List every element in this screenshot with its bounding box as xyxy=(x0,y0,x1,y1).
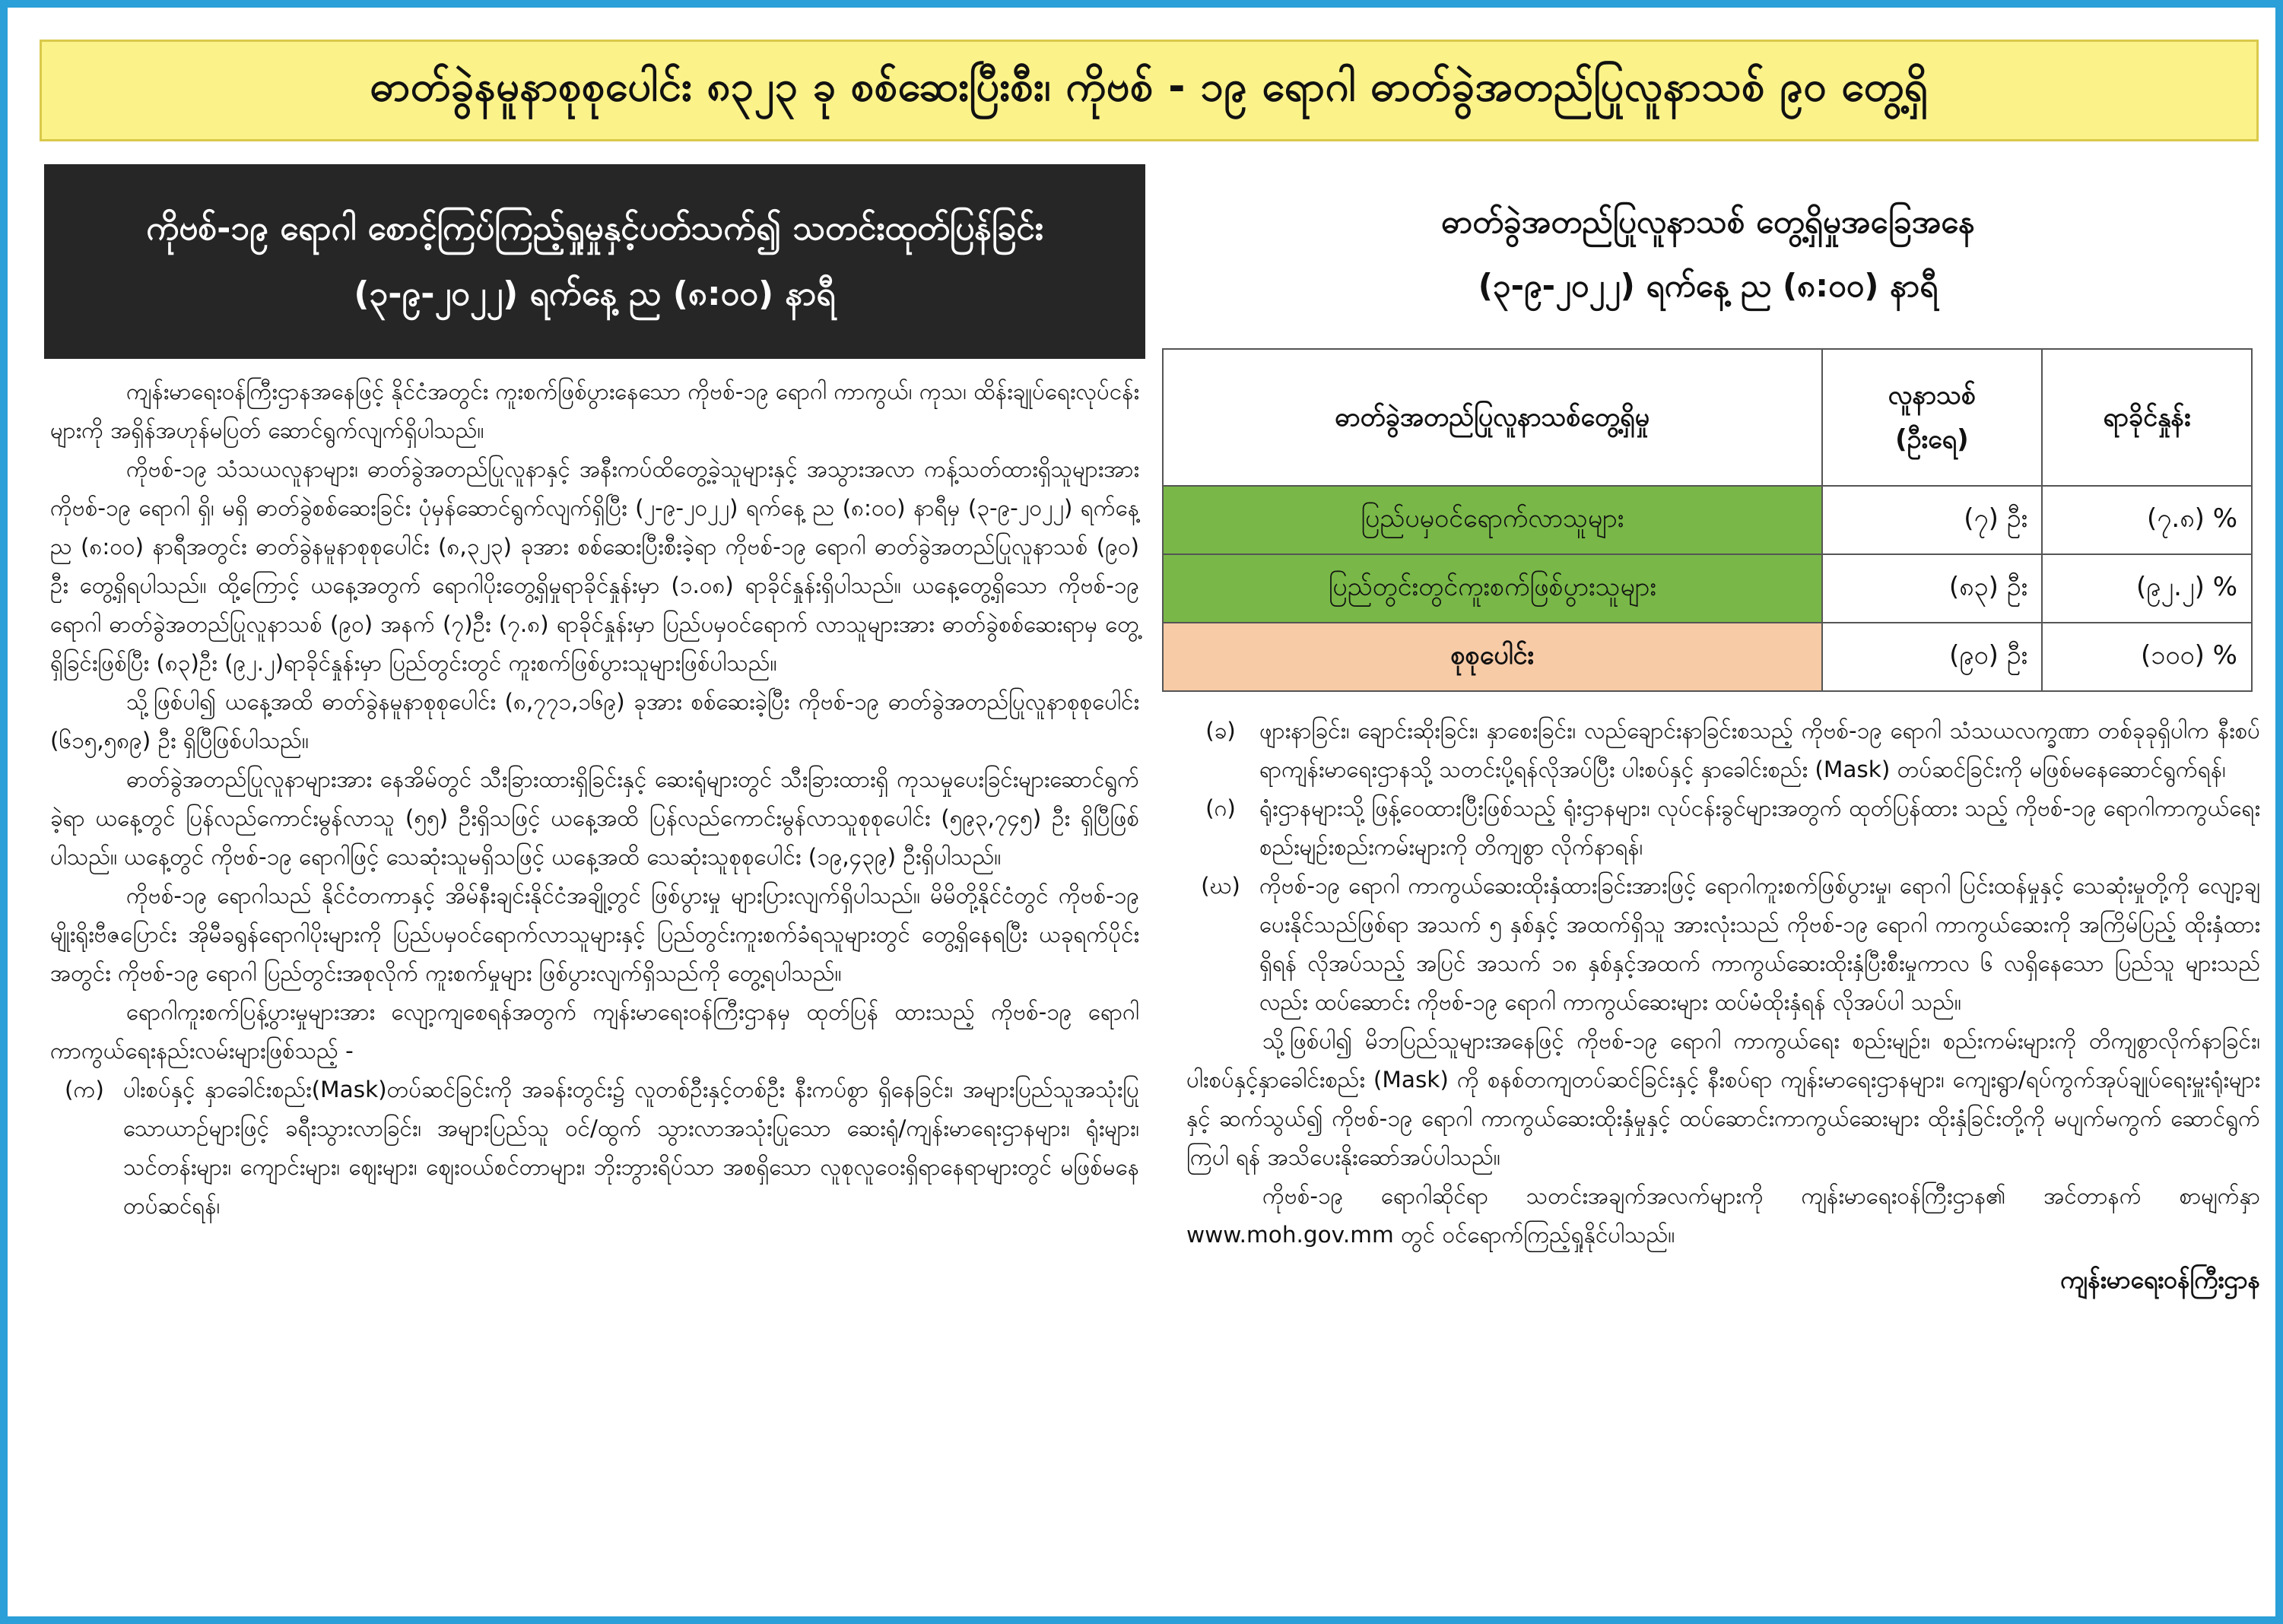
list-item-text: ပါးစပ်နှင့် နှာခေါင်းစည်း(Mask)တပ်ဆင်ခြင်းကို အခန်းတွင်း၌ လူတစ်ဦးနှင့်တစ်ဦး နီးကပ်စွာ ရှိနေခြင်း၊ အများပြည်သူအသုံးပြုသောယာဉ်များဖြင့် ခရီးသွားလာခြင်း၊ အများပြည်သူ ဝင်/ထွက် သွားလာအသုံးပြုသော ဆေးရုံ/ကျန်းမာရေးဌာနများ၊ ရုံးများ၊ သင်တန်းများ၊ ကျောင်းများ၊ ဈေးများ၊ ဈေးဝယ်စင်တာများ၊ ဘိုးဘွားရိပ်သာ အစရှိသော လူစုလူဝေးရှိရာနေရာများတွင် မဖြစ်မနေ တပ်ဆင်ရန်၊ xyxy=(123,1077,1139,1219)
row-label-total: စုစုပေါင်း xyxy=(1163,623,1822,691)
paragraph: ကျန်းမာရေးဝန်ကြီးဌာနအနေဖြင့် နိုင်ငံအတွင်း ကူးစက်ဖြစ်ပွားနေသော ကိုဗစ်-၁၉ ရောဂါ ကာကွယ်၊ ကုသ၊ ထိန်းချုပ်ရေးလုပ်ငန်းများကို အရှိန်အဟုန်မပြတ် ဆောင်ရွက်လျက်ရှိပါသည်။ xyxy=(50,379,1139,443)
paragraph: ရောဂါကူးစက်ပြန့်ပွားမှုများအား လျော့ကျစေရန်အတွက် ကျန်းမာရေးဝန်ကြီးဌာနမှ ထုတ်ပြန် ထားသည့် ကိုဗစ်-၁၉ ရောဂါ ကာကွယ်ရေးနည်းလမ်းများဖြစ်သည့် - xyxy=(50,999,1139,1064)
left-heading-title: ကိုဗစ်-၁၉ ရောဂါ စောင့်ကြပ်ကြည့်ရှုမှုနှင့်ပတ်သက်၍ သတင်းထုတ်ပြန်ခြင်း xyxy=(146,209,1043,248)
row-label-local: ပြည်တွင်းတွင်ကူးစက်ဖြစ်ပွားသူများ xyxy=(1163,554,1822,623)
row-label-imported: ပြည်ပမှဝင်ရောက်လာသူများ xyxy=(1163,486,1822,554)
list-item-ga xyxy=(1186,789,2260,867)
table-row xyxy=(1163,486,2252,554)
list-marker: (က) xyxy=(65,1077,104,1102)
right-heading xyxy=(1156,164,2260,344)
table-header-count xyxy=(1822,349,2043,486)
paragraph: ကိုဗစ်-၁၉ ရောဂါဆိုင်ရာ သတင်းအချက်အလက်များကို ကျန်းမာရေးဝန်ကြီးဌာန၏ အင်တာနက် စာမျက်နှာ www.moh.gov.mm တွင် ဝင်ရောက်ကြည့်ရှုနိုင်ပါသည်။ xyxy=(1186,1183,2260,1248)
row-count: (၇) ဦး xyxy=(1822,486,2043,554)
table-total-row xyxy=(1163,623,2252,691)
paragraph: သို့ဖြစ်ပါ၍ ယနေ့အထိ ဓာတ်ခွဲနမူနာစုစုပေါင်း (၈,၇၇၁,၁၆၉) ခုအား စစ်ဆေးခဲ့ပြီး ကိုဗစ်-၁၉ ဓာတ်ခွဲအတည်ပြုလူနာစုစုပေါင်း (၆၁၅,၅၈၉) ဦး ရှိပြီဖြစ်ပါသည်။ xyxy=(50,689,1139,753)
list-item-ka xyxy=(50,1071,1139,1226)
row-percent: (၉၂.၂) % xyxy=(2042,554,2252,623)
right-body xyxy=(1156,712,2260,1299)
left-heading-date: (၃-၉-၂၀၂၂) ရက်နေ့ ည (၈:၀၀) နာရီ xyxy=(354,274,836,313)
table-header-count-line2: (ဦးရေ) xyxy=(1895,424,1969,455)
paragraph: သို့ဖြစ်ပါ၍ မိဘပြည်သူများအနေဖြင့် ကိုဗစ်-၁၉ ရောဂါ ကာကွယ်ရေး စည်းမျဉ်း၊ စည်းကမ်းများကို တိကျစွာလိုက်နာခြင်း၊ ပါးစပ်နှင့်နှာခေါင်းစည်း (Mask) ကို စနစ်တကျတပ်ဆင်ခြင်းနှင့် နီးစပ်ရာ ကျန်းမာရေးဌာနများ၊ ကျေးရွာ/ရပ်ကွက်အုပ်ချုပ်ရေးမှူးရုံးများနှင့် ဆက်သွယ်၍ ကိုဗစ်-၁၉ ရောဂါ ကာကွယ်ဆေးထိုးနှံမှုနှင့် ထပ်ဆောင်းကာကွယ်ဆေးများ ထိုးနှံခြင်းတို့ကို မပျက်မကွက် ဆောင်ရွက်ကြပါ ရန် အသိပေးနိုးဆော်အပ်ပါသည်။ xyxy=(1186,1028,2260,1170)
list-item-text: ရုံးဌာနများသို့ ဖြန့်ဝေထားပြီးဖြစ်သည့် ရုံးဌာနများ၊ လုပ်ငန်းခွင်များအတွက် ထုတ်ပြန်ထား သည့် ကိုဗစ်-၁၉ ရောဂါကာကွယ်ရေး စည်းမျဉ်းစည်းကမ်းများကို တိကျစွာ လိုက်နာရန်၊ xyxy=(1259,795,2260,860)
list-marker: (ခ) xyxy=(1205,718,1236,744)
table-row xyxy=(1163,554,2252,623)
row-count: (၉၀) ဦး xyxy=(1822,623,2043,691)
right-heading-date: (၃-၉-၂၀၂၂) ရက်နေ့ ည (၈:၀၀) နာရီ xyxy=(1478,267,1938,304)
list-item-text: ကိုဗစ်-၁၉ ရောဂါ ကာကွယ်ဆေးထိုးနှံထားခြင်းအားဖြင့် ရောဂါကူးစက်ဖြစ်ပွားမှု၊ ရောဂါ ပြင်းထန်မှုနှင့် သေဆုံးမှုတို့ကို လျော့ချပေးနိုင်သည်ဖြစ်ရာ အသက် ၅ နှစ်နှင့် အထက်ရှိသူ အားလုံးသည် ကိုဗစ်-၁၉ ရောဂါ ကာကွယ်ဆေးကို အကြိမ်ပြည့် ထိုးနှံထားရှိရန် လိုအပ်သည့် အပြင် အသက် ၁၈ နှစ်နှင့်အထက် ကာကွယ်ဆေးထိုးနှံပြီးစီးမှုကာလ ၆ လရှိနေသော ပြည်သူ များသည်လည်း ထပ်ဆောင်း ကိုဗစ်-၁၉ ရောဂါ ကာကွယ်ဆေးများ ထပ်မံထိုးနှံရန် လိုအပ်ပါ သည်။ xyxy=(1259,873,2260,1015)
table-header-row xyxy=(1163,349,2252,486)
list-marker: (ဂ) xyxy=(1205,795,1236,821)
list-item-nga xyxy=(1186,867,2260,1022)
row-percent: (၇.၈) % xyxy=(2042,486,2252,554)
headline-banner xyxy=(40,40,2259,141)
row-percent: (၁၀၀) % xyxy=(2042,623,2252,691)
list-marker: (ဃ) xyxy=(1201,873,1240,899)
new-cases-table xyxy=(1162,348,2253,692)
headline-title: ဓာတ်ခွဲနမူနာစုစုပေါင်း ၈၃၂၃ ခု စစ်ဆေးပြီးစီး၊ ကိုဗစ် - ၁၉ ရောဂါ ဓာတ်ခွဲအတည်ပြုလူနာသစ် ၉၀ တွေ့ရှိ xyxy=(370,62,1929,110)
right-heading-title: ဓာတ်ခွဲအတည်ပြုလူနာသစ် တွေ့ရှိမှုအခြေအနေ xyxy=(1441,203,1975,240)
list-item-kha xyxy=(1186,712,2260,789)
table-header-count-line1: လူနာသစ် xyxy=(1888,380,1977,411)
left-heading-box xyxy=(44,164,1145,359)
right-column xyxy=(1156,164,2260,1299)
table-header-percent: ရာခိုင်နှုန်း xyxy=(2042,349,2252,486)
paragraph: ကိုဗစ်-၁၉ သံသယလူနာများ၊ ဓာတ်ခွဲအတည်ပြုလူနာနှင့် အနီးကပ်ထိတွေ့ခဲ့သူများနှင့် အသွားအလာ ကန့်သတ်ထားရှိသူများအား ကိုဗစ်-၁၉ ရောဂါ ရှိ၊ မရှိ ဓာတ်ခွဲစစ်ဆေးခြင်း ပုံမှန်ဆောင်ရွက်လျက်ရှိပြီး (၂-၉-၂၀၂၂) ရက်နေ့ ည (၈:၀၀) နာရီမှ (၃-၉-၂၀၂၂) ရက်နေ့ ည (၈:၀၀) နာရီအတွင်း ဓာတ်ခွဲနမူနာစုစုပေါင်း (၈,၃၂၃) ခုအား စစ်ဆေးပြီးစီးခဲ့ရာ ကိုဗစ်-၁၉ ရောဂါ ဓာတ်ခွဲအတည်ပြုလူနာသစ် (၉၀) ဦး တွေ့ရှိရပါသည်။ ထို့ကြောင့် ယနေ့အတွက် ရောဂါပိုးတွေ့ရှိမှုရာခိုင်နှုန်းမှာ (၁.၀၈) ရာခိုင်နှုန်းရှိပါသည်။ ယနေ့တွေ့ရှိသော ကိုဗစ်-၁၉ ရောဂါ ဓာတ်ခွဲအတည်ပြုလူနာသစ် (၉၀) အနက် (၇)ဦး (၇.၈) ရာခိုင်နှုန်းမှာ ပြည်ပမှဝင်ရောက် လာသူများအား ဓာတ်ခွဲစစ်ဆေးရာမှ တွေ့ရှိခြင်းဖြစ်ပြီး (၈၃)ဦး (၉၂.၂)ရာခိုင်နှုန်းမှာ ပြည်တွင်းတွင် ကူးစက်ဖြစ်ပွားသူများဖြစ်ပါသည်။ xyxy=(50,456,1139,676)
paragraph: ဓာတ်ခွဲအတည်ပြုလူနာများအား နေအိမ်တွင် သီးခြားထားရှိခြင်းနှင့် ဆေးရုံများတွင် သီးခြားထားရှိ ကုသမှုပေးခြင်းများဆောင်ရွက်ခဲ့ရာ ယနေ့တွင် ပြန်လည်ကောင်းမွန်လာသူ (၅၅) ဦးရှိသဖြင့် ယနေ့အထိ ပြန်လည်ကောင်းမွန်လာသူစုစုပေါင်း (၅၉၃,၇၄၅) ဦး ရှိပြီဖြစ်ပါသည်။ ယနေ့တွင် ကိုဗစ်-၁၉ ရောဂါဖြင့် သေဆုံးသူမရှိသဖြင့် ယနေ့အထိ သေဆုံးသူစုစုပေါင်း (၁၉,၄၃၉) ဦးရှိပါသည်။ xyxy=(50,766,1139,870)
signature: ကျန်းမာရေးဝန်ကြီးဌာန xyxy=(2059,1265,2260,1294)
table-header-category: ဓာတ်ခွဲအတည်ပြုလူနာသစ်တွေ့ရှိမှု xyxy=(1163,349,1822,486)
left-body xyxy=(44,359,1145,1226)
list-item-text: ဖျားနာခြင်း၊ ချောင်းဆိုးခြင်း၊ နှာစေးခြင်း၊ လည်ချောင်းနာခြင်းစသည့် ကိုဗစ်-၁၉ ရောဂါ သံသယလက္ခဏာ တစ်ခုခုရှိပါက နီးစပ်ရာကျန်းမာရေးဌာနသို့ သတင်းပို့ရန်လိုအပ်ပြီး ပါးစပ်နှင့် နှာခေါင်းစည်း (Mask) တပ်ဆင်ခြင်းကို မဖြစ်မနေဆောင်ရွက်ရန်၊ xyxy=(1259,718,2260,782)
paragraph: ကိုဗစ်-၁၉ ရောဂါသည် နိုင်ငံတကာနှင့် အိမ်နီးချင်းနိုင်ငံအချို့တွင် ဖြစ်ပွားမှု များပြားလျက်ရှိပါသည်။ မိမိတို့နိုင်ငံတွင် ကိုဗစ်-၁၉ မျိုးရိုးဗီဇပြောင်း အိုမီခရွန်ရောဂါပိုးများကို ပြည်ပမှဝင်ရောက်လာသူများနှင့် ပြည်တွင်းကူးစက်ခံရသူများတွင် တွေ့ရှိနေရပြီး ယခုရက်ပိုင်းအတွင်း ကိုဗစ်-၁၉ ရောဂါ ပြည်တွင်းအစုလိုက် ကူးစက်မှုများ ဖြစ်ပွားလျက်ရှိသည်ကို တွေ့ရပါသည်။ xyxy=(50,883,1139,986)
row-count: (၈၃) ဦး xyxy=(1822,554,2043,623)
left-column xyxy=(44,164,1145,1226)
